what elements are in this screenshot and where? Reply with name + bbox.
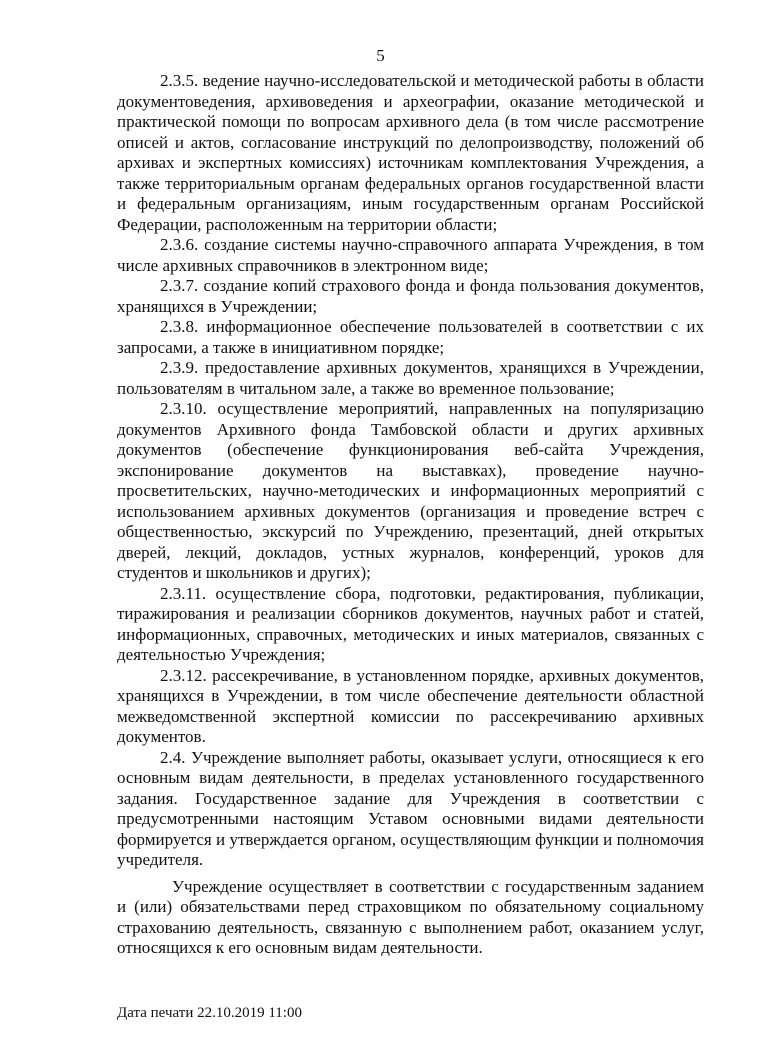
paragraph-2-3-9: 2.3.9. предоставление архивных документов, хранящихся в Учреждении, пользователям в читальном зале, а также во временное пользование; xyxy=(117,358,704,398)
paragraph-2-3-10: 2.3.10. осуществление мероприятий, направленных на популяризацию документов Архивного фонда Тамбовской области и других архивных документов (обеспечение функционирования веб-сайта Учреждения, экспонирование документов на выставках), проведение научно-просветительских, научно-методических и информационных мероприятий с использованием архивных документов (организация и проведение встреч с общественностью, экскурсий по Учреждению, презентаций, дней открытых дверей, лекций, докладов, устных журналов, конференций, уроков для студентов и школьников и других); xyxy=(117,399,704,582)
paragraph-2-3-6: 2.3.6. создание системы научно-справочного аппарата Учреждения, в том числе архивных справочников в электронном виде; xyxy=(117,235,704,275)
paragraph-2-3-8: 2.3.8. информационное обеспечение пользователей в соответствии с их запросами, а также в инициативном порядке; xyxy=(117,317,704,357)
print-date: Дата печати 22.10.2019 11:00 xyxy=(117,1005,302,1021)
paragraph-insurance: Учреждение осуществляет в соответствии с государственным заданием и (или) обязательствами перед страховщиком по обязательному социальному страхованию деятельность, связанную с выполнением работ, оказанием услуг, относящихся к его основным видам деятельности. xyxy=(117,876,704,957)
page-number: 5 xyxy=(376,46,385,65)
paragraph-2-4: 2.4. Учреждение выполняет работы, оказывает услуги, относящиеся к его основным видам деятельности, в пределах установленного государственного задания. Государственное задание для Учреждения в соответствии с предусмотренными настоящим Уставом основными видами деятельности формируется и утверждается органом, осуществляющим функции и полномочия учредителя. xyxy=(117,747,704,869)
paragraph-2-3-11: 2.3.11. осуществление сбора, подготовки, редактирования, публикации, тиражирования и реализации сборников документов, научных работ и статей, информационных, справочных, методических и иных материалов, связанных с деятельностью Учреждения; xyxy=(117,583,704,664)
paragraph-2-3-5: 2.3.5. ведение научно-исследовательской и методической работы в области документоведения, архивоведения и археографии, оказание методической и практической помощи по вопросам архивного дела (в том числе рассмотрение описей и актов, согласование инструкций по делопроизводству, положений об архивах и экспертных комиссиях) источникам комплектования Учреждения, а также территориальным органам федеральных органов государственной власти и федеральным организациям, иным государственным органам Российской Федерации, расположенным на территории области; xyxy=(117,71,704,234)
paragraph-2-3-7: 2.3.7. создание копий страхового фонда и фонда пользования документов, хранящихся в Учреждении; xyxy=(117,276,704,316)
paragraph-2-3-12: 2.3.12. рассекречивание, в установленном порядке, архивных документов, хранящихся в Учреждении, в том числе обеспечение деятельности областной межведомственной экспертной комиссии по рассекречиванию архивных документов. xyxy=(117,665,704,746)
document-body xyxy=(117,71,704,959)
